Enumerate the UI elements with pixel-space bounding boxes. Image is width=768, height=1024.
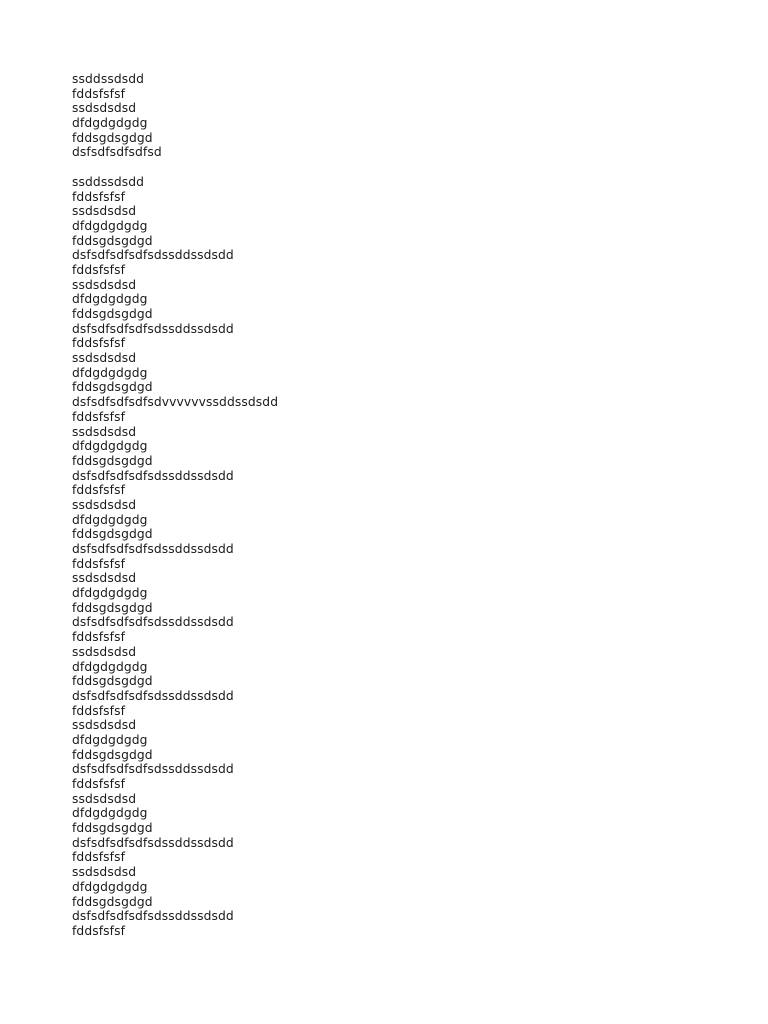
text-line: fddsfsfsf	[72, 703, 126, 718]
text-line: ssdsdsdsd	[72, 277, 137, 292]
text-line: dfdgdgdgdg	[72, 218, 148, 233]
text-line: dsfsdfsdfsdfsd	[72, 145, 162, 160]
text-line: dfdgdgdgdg	[72, 586, 148, 601]
text-line: fddsgdsgdgd	[72, 600, 153, 615]
text-line: fddsfsfsf	[72, 630, 126, 645]
text-line: dfdgdgdgdg	[72, 116, 148, 131]
text-line: fddsgdsgdgd	[72, 130, 153, 145]
text-line: fddsfsfsf	[72, 850, 126, 865]
text-block-1	[72, 72, 672, 160]
text-line: dsfsdfsdfsdfsdssddssdsdd	[72, 248, 234, 263]
text-line: ssdsdsdsd	[72, 497, 137, 512]
text-line: dsfsdfsdfsdfsdssddssdsdd	[72, 321, 234, 336]
text-line: fddsgdsgdgd	[72, 747, 153, 762]
text-line: fddsfsfsf	[72, 777, 126, 791]
text-line: fddsfsfsf	[72, 86, 126, 101]
text-line: dfdgdgdgdg	[72, 365, 148, 380]
text-line: dsfsdfsdfsdfsdssddssdsdd	[72, 542, 234, 556]
text-line: fddsgdsgdgd	[72, 380, 153, 395]
text-line: fddsgdsgdgd	[72, 894, 153, 909]
text-line: dfdgdgdgdg	[72, 439, 148, 454]
text-block-2	[72, 175, 672, 939]
text-line: ssdsdsdsd	[72, 101, 137, 116]
text-line: dsfsdfsdfsdfsdssddssdsdd	[72, 835, 234, 850]
text-line: fddsfsfsf	[72, 556, 126, 571]
text-line: ssddssdsdd	[72, 174, 145, 189]
text-line: fddsfsfsf	[72, 336, 126, 351]
text-line: dfdgdgdgdg	[72, 879, 148, 894]
text-line: dfdgdgdgdg	[72, 659, 148, 674]
text-line: dfdgdgdgdg	[72, 732, 148, 747]
text-line: fddsfsfsf	[72, 409, 126, 424]
text-line: dsfsdfsdfsdfsdssddssdsdd	[72, 688, 234, 703]
text-line: dsfsdfsdfsdfsdvvvvvvssddssdsdd	[72, 395, 279, 410]
text-line: fddsfsfsf	[72, 189, 126, 204]
text-line: fddsgdsgdgd	[72, 821, 153, 836]
text-line: fddsgdsgdgd	[72, 453, 153, 468]
text-line: ssdsdsdsd	[72, 571, 137, 586]
text-line: dfdgdgdgdg	[72, 292, 148, 307]
text-line: dfdgdgdgdg	[72, 806, 148, 821]
text-line: fddsfsfsf	[72, 262, 126, 277]
text-line: fddsfsfsf	[72, 923, 126, 938]
text-line: dsfsdfsdfsdfsdssddssdsdd	[72, 909, 234, 924]
document-page	[72, 72, 672, 939]
text-line: fddsgdsgdgd	[72, 233, 153, 248]
text-line: ssdsdsdsd	[72, 204, 137, 219]
text-line: ssdsdsdsd	[72, 865, 137, 880]
text-line: ssddssdsdd	[72, 72, 145, 86]
text-line: fddsfsfsf	[72, 483, 126, 498]
text-line: fddsgdsgdgd	[72, 307, 153, 321]
text-line: fddsgdsgdgd	[72, 674, 153, 689]
text-line: ssdsdsdsd	[72, 718, 137, 733]
text-line: dsfsdfsdfsdfsdssddssdsdd	[72, 615, 234, 630]
text-line: fddsgdsgdgd	[72, 527, 153, 542]
text-line: ssdsdsdsd	[72, 791, 137, 806]
text-line: ssdsdsdsd	[72, 351, 137, 366]
text-line: dsfsdfsdfsdfsdssddssdsdd	[72, 468, 234, 483]
text-line: dfdgdgdgdg	[72, 512, 148, 527]
text-line: ssdsdsdsd	[72, 644, 137, 659]
text-line: ssdsdsdsd	[72, 424, 137, 439]
text-line: dsfsdfsdfsdfsdssddssdsdd	[72, 762, 234, 777]
